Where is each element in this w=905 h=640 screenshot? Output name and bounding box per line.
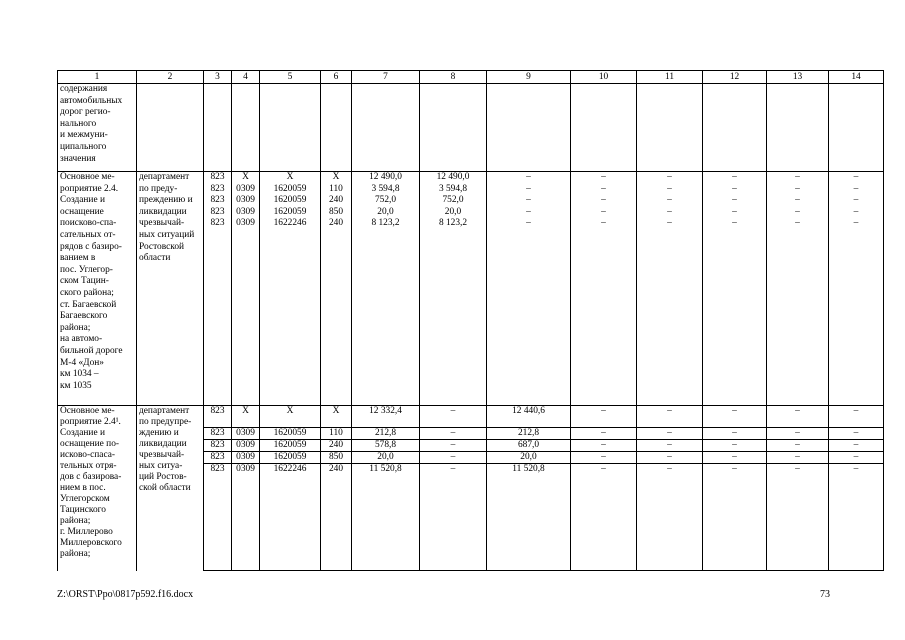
table-cell-value: 823: [210, 195, 225, 206]
table-cell-value: 823: [210, 183, 225, 194]
table-cell-value: 240: [321, 440, 352, 452]
table-cell-value: 240: [328, 218, 344, 229]
table-cell-value: –: [732, 195, 737, 206]
table-cell-value: –: [420, 452, 487, 464]
column-number-header: 14: [829, 71, 884, 84]
table-cell-value: –: [732, 183, 737, 194]
table-cell-value: –: [853, 206, 859, 217]
table-cell-value: 110: [329, 183, 343, 194]
table-cell-value: 823: [204, 406, 232, 428]
table-cell-value: 0309: [232, 452, 260, 464]
table-cell-value: 1620059: [260, 428, 321, 440]
table-cell-value: –: [667, 195, 672, 206]
table-cell-value: Х: [232, 406, 260, 428]
table-cell-value: Х: [321, 406, 352, 428]
table-cell-value: –: [703, 406, 767, 428]
empty-cell: [137, 84, 204, 172]
table-cell-value: –: [732, 172, 737, 182]
empty-cell: [420, 84, 487, 172]
column-number-header: 9: [487, 71, 571, 84]
value-column-cell: [767, 172, 829, 406]
table-cell-value: 20,0: [352, 452, 420, 464]
table-cell-value: –: [767, 464, 829, 571]
column-number-header: 8: [420, 71, 487, 84]
activity-name-cell: Основное ме- роприятие 2.4¹. Создание и оснащение по- исково-спаса- тельных отря- дов с базирова- нием в пос. Углегорском Тацинского района; г. Миллерово Миллеровского района;: [58, 406, 137, 571]
table-cell-value: 12 490,0: [436, 172, 470, 182]
table-cell-value: 850: [328, 206, 344, 217]
table-cell-value: 20,0: [377, 206, 394, 217]
table-cell-value: 1620059: [273, 183, 307, 194]
table-cell-value: –: [526, 218, 531, 229]
table-cell-value: 240: [328, 195, 344, 206]
table-cell-value: 1622246: [260, 464, 321, 571]
table-cell-value: –: [667, 218, 672, 229]
table-cell-value: –: [767, 406, 829, 428]
column-number-header: 6: [321, 71, 352, 84]
table-cell-value: 687,0: [487, 440, 571, 452]
table-row: [58, 406, 884, 428]
table-cell-value: 823: [210, 206, 225, 217]
executor-cell: департамент по предупре- ждению и ликвидации чрезвычай- ных ситуа- ций Ростов- ской области: [137, 406, 204, 571]
table-cell-value: –: [829, 406, 884, 428]
table-cell-value: –: [571, 428, 637, 440]
empty-cell: [232, 84, 260, 172]
table-cell-value: 12 332,4: [352, 406, 420, 428]
table-cell-value: 212,8: [487, 428, 571, 440]
table-cell-value: –: [703, 452, 767, 464]
table-cell-value: –: [420, 464, 487, 571]
table-cell-value: 0309: [232, 464, 260, 571]
column-number-header: 7: [352, 71, 420, 84]
table-cell-value: 1620059: [260, 452, 321, 464]
table-cell-value: –: [853, 195, 859, 206]
empty-cell: [260, 84, 321, 172]
table-cell-value: Х: [242, 172, 249, 182]
table-cell-value: Х: [332, 172, 340, 182]
column-number-header: 11: [637, 71, 703, 84]
table-row: [58, 84, 884, 172]
column-number-header: 3: [204, 71, 232, 84]
executor-cell: департамент по преду- преждению и ликвидации чрезвычай- ных ситуаций Ростовской области: [137, 172, 204, 406]
table-cell-value: 850: [321, 452, 352, 464]
table-cell-value: –: [795, 183, 800, 194]
table-cell-value: –: [420, 440, 487, 452]
table-cell-value: –: [853, 218, 859, 229]
table-cell-value: –: [601, 172, 606, 182]
table-cell-value: 3 594,8: [438, 183, 468, 194]
table-cell-value: 823: [204, 428, 232, 440]
value-column-cell: [703, 172, 767, 406]
table-cell-value: –: [795, 218, 800, 229]
table-cell-value: 11 520,8: [352, 464, 420, 571]
budget-table: [57, 70, 884, 571]
page-number: 73: [820, 589, 830, 600]
table-cell-value: 0309: [236, 195, 255, 206]
table-cell-value: 212,8: [352, 428, 420, 440]
table-cell-value: –: [526, 183, 531, 194]
table-cell-value: –: [637, 406, 703, 428]
table-cell-value: 11 520,8: [487, 464, 571, 571]
empty-cell: [767, 84, 829, 172]
value-column-cell: [232, 172, 260, 406]
table-cell-value: 823: [204, 464, 232, 571]
activity-name-cell: Основное ме- роприятие 2.4. Создание и оснащение поисково-спа- сательных от- рядов с базиро- ванием в пос. Углегор- ском Тацин- ского района; ст. Багаевской Багаевского района; на автомо- бильной дороге М-4 «Дон» км 1034 – км 1035: [58, 172, 137, 406]
table-cell-value: 20,0: [444, 206, 462, 217]
table-cell-value: 0309: [236, 183, 255, 194]
column-number-header: 10: [571, 71, 637, 84]
table-cell-value: 20,0: [487, 452, 571, 464]
table-cell-value: –: [829, 428, 884, 440]
table-cell-value: –: [829, 440, 884, 452]
table-cell-value: 12 440,6: [487, 406, 571, 428]
value-column-cell: [204, 172, 232, 406]
table-cell-value: Х: [260, 406, 321, 428]
column-number-header: 12: [703, 71, 767, 84]
table-cell-value: –: [601, 206, 606, 217]
table-cell-value: Х: [286, 172, 294, 182]
table-cell-value: 1620059: [273, 206, 307, 217]
empty-cell: [487, 84, 571, 172]
table-cell-value: –: [637, 428, 703, 440]
table-cell-value: –: [703, 464, 767, 571]
table-cell-value: –: [571, 464, 637, 571]
table-cell-value: –: [637, 440, 703, 452]
value-column-cell: [571, 172, 637, 406]
column-number-header: 2: [137, 71, 204, 84]
column-number-header: 13: [767, 71, 829, 84]
table-cell-value: –: [703, 428, 767, 440]
table-cell-value: 1620059: [260, 440, 321, 452]
value-column-cell: [637, 172, 703, 406]
column-number-header: 4: [232, 71, 260, 84]
table-cell-value: 8 123,2: [371, 218, 400, 229]
column-number-header: 5: [260, 71, 321, 84]
footer-file-path: Z:\ORST\Ppo\0817p592.f16.docx: [57, 589, 194, 600]
table-cell-value: –: [667, 206, 672, 217]
table-cell-value: 1620059: [273, 195, 307, 206]
empty-cell: [571, 84, 637, 172]
table-cell-value: 823: [210, 172, 225, 182]
empty-cell: [321, 84, 352, 172]
table-row: [58, 172, 884, 406]
table-cell-value: –: [601, 195, 606, 206]
table-cell-value: –: [601, 183, 606, 194]
table-cell-value: –: [767, 452, 829, 464]
table-cell-value: 0309: [236, 218, 255, 229]
table-cell-value: 823: [210, 218, 225, 229]
table-cell-value: –: [571, 406, 637, 428]
value-column-cell: [420, 172, 487, 406]
table-cell-value: –: [703, 440, 767, 452]
table-cell-value: –: [667, 172, 672, 182]
empty-cell: [829, 84, 884, 172]
table-cell-value: 752,0: [374, 195, 397, 206]
table-cell-value: 0309: [232, 440, 260, 452]
value-column-cell: [260, 172, 321, 406]
header-row: [58, 71, 884, 84]
table-cell-value: 1622246: [273, 218, 307, 229]
table-cell-value: –: [601, 218, 606, 229]
table-cell-value: 752,0: [442, 195, 464, 206]
empty-cell: [204, 84, 232, 172]
table-cell-value: 823: [204, 440, 232, 452]
table-cell-value: –: [829, 464, 884, 571]
table-cell-value: –: [767, 428, 829, 440]
table-cell-value: –: [637, 452, 703, 464]
table-cell-value: 578,8: [352, 440, 420, 452]
table-cell-value: –: [795, 172, 800, 182]
empty-cell: [637, 84, 703, 172]
table-cell-value: –: [526, 172, 531, 182]
table-cell-value: –: [853, 183, 859, 194]
table-cell-value: 823: [204, 452, 232, 464]
table-cell-value: –: [795, 195, 800, 206]
table-cell-value: 0309: [236, 206, 255, 217]
table-cell-value: –: [767, 440, 829, 452]
empty-cell: [703, 84, 767, 172]
value-column-cell: [487, 172, 571, 406]
activity-name-cell: содержания автомобильных дорог регио- нального и межмуни- ципального значения: [58, 84, 137, 172]
table-cell-value: 8 123,2: [438, 218, 468, 229]
value-column-cell: [352, 172, 420, 406]
column-number-header: 1: [58, 71, 137, 84]
table-cell-value: –: [526, 195, 531, 206]
table-cell-value: 0309: [232, 428, 260, 440]
table-cell-value: –: [571, 452, 637, 464]
empty-cell: [352, 84, 420, 172]
table-cell-value: 12 490,0: [369, 172, 402, 182]
table-cell-value: –: [853, 172, 859, 182]
table-cell-value: –: [667, 183, 672, 194]
table-cell-value: –: [637, 464, 703, 571]
table-cell-value: –: [732, 206, 737, 217]
table-cell-value: –: [526, 206, 531, 217]
table-cell-value: –: [795, 206, 800, 217]
value-column-cell: [829, 172, 884, 406]
value-column-cell: [321, 172, 352, 406]
table-cell-value: 110: [321, 428, 352, 440]
table-cell-value: –: [571, 440, 637, 452]
table-cell-value: 3 594,8: [371, 183, 400, 194]
table-cell-value: –: [732, 218, 737, 229]
table-cell-value: –: [420, 406, 487, 428]
table-cell-value: –: [829, 452, 884, 464]
table-cell-value: 240: [321, 464, 352, 571]
table-cell-value: –: [420, 428, 487, 440]
